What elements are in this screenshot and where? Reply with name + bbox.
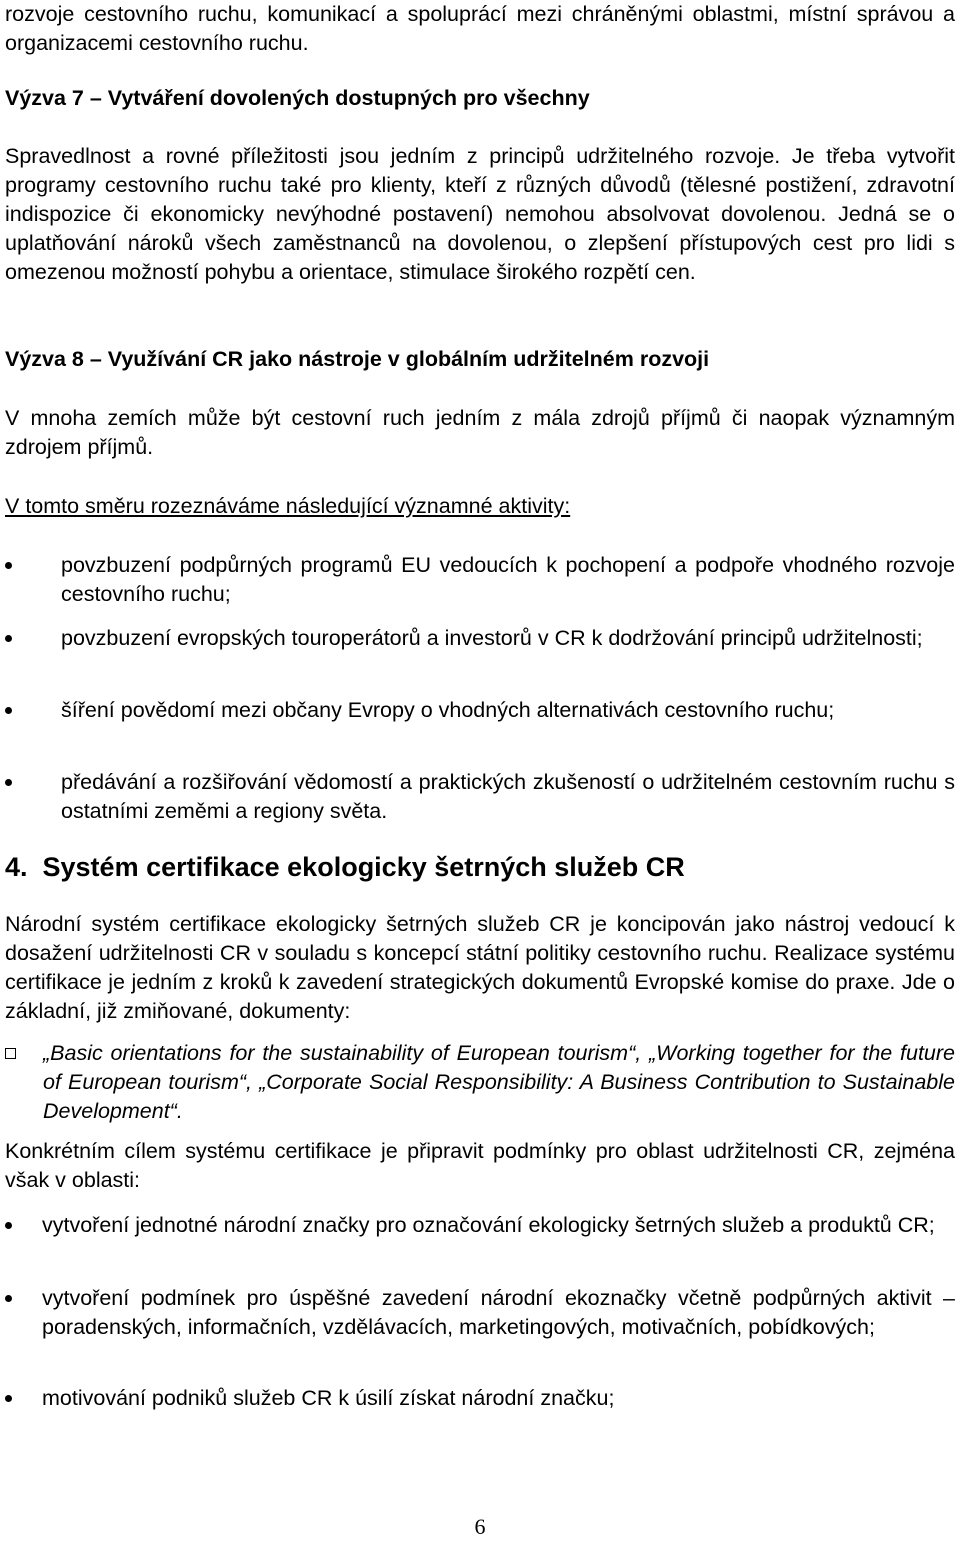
top-paragraph: rozvoje cestovního ruchu, komunikací a spoluprácí mezi chráněnými oblastmi, místní správou a organizacemi cestovního ruchu. <box>5 2 955 55</box>
list-item: povzbuzení podpůrných programů EU vedoucích k pochopení a podpoře vhodného rozvoje cestovního ruchu; <box>5 551 955 609</box>
list-item: šíření povědomí mezi občany Evropy o vhodných alternativách cestovního ruchu; <box>5 696 955 725</box>
challenge-7-body: Spravedlnost a rovné příležitosti jsou jedním z principů udržitelného rozvoje. Je třeba vytvořit programy cestovního ruchu také pro klienty, kteří z různých důvodů (tělesné postižení, zdravotní indispozice či ekonomicky nevýhodné postavení) nemohou absolvovat dovolenou. Jedná se o uplatňování nároků všech zaměstnanců na dovolenou, o zlepšení přístupových cest pro lidi s omezenou možností pohybu a orientace, stimulace širokého rozpětí cen. <box>5 144 955 284</box>
challenge-8-body: V mnoha zemích může být cestovní ruch jedním z mála zdrojů příjmů či naopak významným zdrojem příjmů. <box>5 406 955 459</box>
bullet-icon <box>5 1222 12 1229</box>
documents-list <box>5 1039 955 1126</box>
challenge-8-heading: Výzva 8 – Využívání CR jako nástroje v globálním udržitelném rozvoji <box>5 347 710 371</box>
checkbox-bullet-icon <box>5 1048 16 1059</box>
bullet-icon <box>5 1395 12 1402</box>
list-item: předávání a rozšiřování vědomostí a praktických zkušeností o udržitelném cestovním ruchu s ostatními zeměmi a regiony světa. <box>5 768 955 826</box>
list-item: motivování podniků služeb CR k úsilí získat národní značku; <box>5 1384 955 1413</box>
bullet-icon <box>5 635 12 642</box>
bullet-icon <box>5 1295 12 1302</box>
goal-intro: Konkrétním cílem systému certifikace je připravit podmínky pro oblast udržitelnosti CR, zejména však v oblasti: <box>5 1139 955 1192</box>
section-4-body: Národní systém certifikace ekologicky šetrných služeb CR je koncipován jako nástroj vedoucí k dosažení udržitelnosti CR v souladu s koncepcí státní politiky cestovního ruchu. Realizace systému certifikace je jedním z kroků k zavedení strategických dokumentů Evropské komise do praxe. Jde o základní, již zmiňované, dokumenty: <box>5 912 955 1023</box>
page-number: 6 <box>474 1514 486 1539</box>
bullet-icon <box>5 707 12 714</box>
list-item: „Basic orientations for the sustainability of European tourism“, „Working together for the future of European tourism“, „Corporate Social Responsibility: A Business Contribution to Sustainable Development“. <box>5 1039 955 1126</box>
activities-intro: V tomto směru rozeznáváme následující významné aktivity: <box>5 494 571 518</box>
list-item: vytvoření podmínek pro úspěšné zavedení národní ekoznačky včetně podpůrných aktivit – poradenských, informačních, vzdělávacích, marketingových, motivačních, pobídkových; <box>5 1284 955 1342</box>
challenge-7-heading: Výzva 7 – Vytváření dovolených dostupných pro všechny <box>5 86 590 110</box>
list-item: povzbuzení evropských touroperátorů a investorů v CR k dodržování principů udržitelnosti; <box>5 624 955 653</box>
section-4-heading: 4. Systém certifikace ekologicky šetrných služeb CR <box>5 852 685 882</box>
bullet-icon <box>5 779 12 786</box>
list-item: vytvoření jednotné národní značky pro označování ekologicky šetrných služeb a produktů CR; <box>5 1211 955 1240</box>
bullet-icon <box>5 562 12 569</box>
